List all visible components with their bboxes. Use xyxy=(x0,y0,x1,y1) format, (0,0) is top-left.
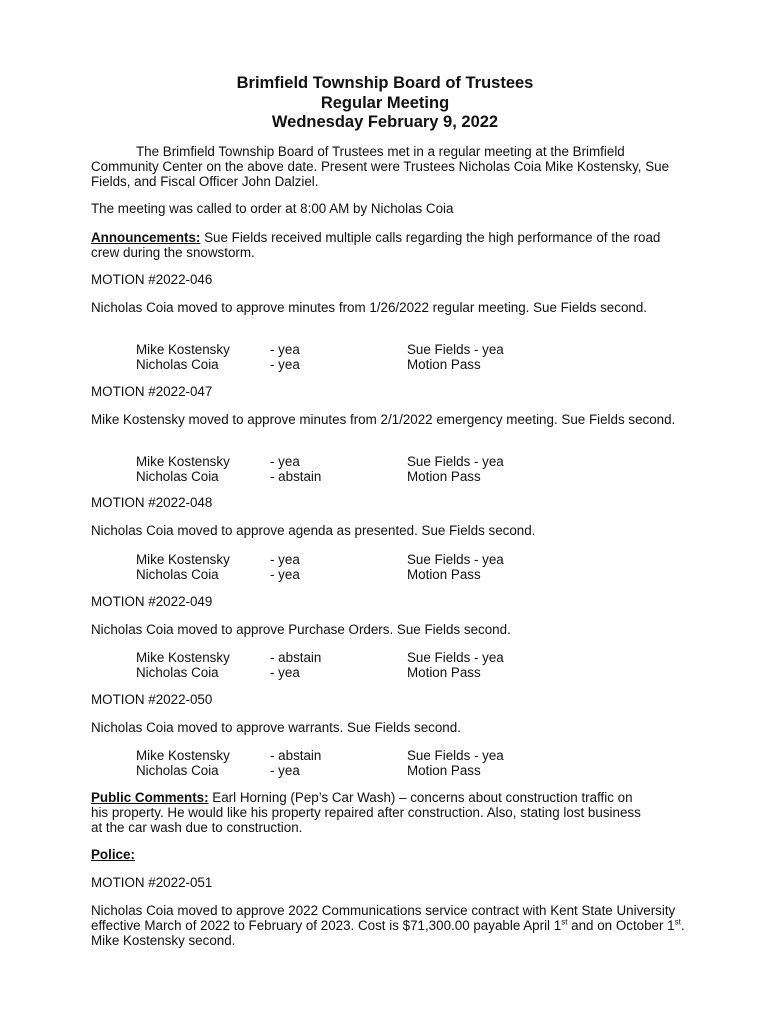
voter-name: Nicholas Coia xyxy=(136,664,219,680)
ordinal-suffix: st xyxy=(674,917,681,927)
vote-right-column: Motion Pass xyxy=(407,762,481,778)
intro-paragraph: The Brimfield Township Board of Trustees met in a regular meeting at the Brimfield Community Center on the above date. Present were Trustees Nicholas Coia Mike Kostensky, Sue Fields, and Fiscal Officer John Dalziel. xyxy=(91,144,670,189)
voter-name: Mike Kostensky xyxy=(136,552,230,567)
motion-text-part: Nicholas Coia moved to approve 2022 Communications service contract with Kent State University effective March of 2022 to February of 2023. Cost is $71,300.00 payable April 1 xyxy=(91,903,676,933)
vote-right-column: Motion Pass xyxy=(407,566,481,582)
vote-right-column: Motion Pass xyxy=(407,356,481,372)
motion-text: Nicholas Coia moved to approve minutes from 1/26/2022 regular meeting. Sue Fields second. xyxy=(91,300,648,315)
motion-number: MOTION #2022-049 xyxy=(91,594,213,609)
motion-text xyxy=(91,904,691,948)
vote-right-column: Motion Pass xyxy=(407,468,481,484)
vote-right-column: Sue Fields - yea xyxy=(407,650,504,665)
header-title: Brimfield Township Board of Trustees xyxy=(236,74,534,92)
vote-value: - yea xyxy=(270,762,300,778)
vote-value: - yea xyxy=(270,566,300,582)
motion-text: Nicholas Coia moved to approve Purchase Orders. Sue Fields second. xyxy=(91,622,511,637)
voter-name: Mike Kostensky xyxy=(136,748,230,763)
vote-value: - yea xyxy=(270,356,300,372)
voter-name: Nicholas Coia xyxy=(136,762,219,778)
motion-number: MOTION #2022-048 xyxy=(91,495,213,510)
voter-name: Nicholas Coia xyxy=(136,566,219,582)
vote-right-column: Sue Fields - yea xyxy=(407,748,504,763)
motion-text: Nicholas Coia moved to approve agenda as presented. Sue Fields second. xyxy=(91,523,536,538)
motion-text-part: and on October 1 xyxy=(567,917,675,933)
vote-right-column: Sue Fields - yea xyxy=(407,552,504,567)
vote-right-column: Sue Fields - yea xyxy=(407,342,504,357)
announcements-label: Announcements: xyxy=(91,230,201,245)
announcements-paragraph xyxy=(91,231,691,261)
vote-right-column: Sue Fields - yea xyxy=(407,454,504,469)
vote-value: - yea xyxy=(270,342,300,357)
motion-text: Mike Kostensky moved to approve minutes from 2/1/2022 emergency meeting. Sue Fields second. xyxy=(91,412,676,427)
motion-number: MOTION #2022-046 xyxy=(91,272,213,287)
motion-number: MOTION #2022-047 xyxy=(91,384,213,399)
document-header xyxy=(0,74,770,133)
vote-value: - abstain xyxy=(270,650,322,665)
voter-name: Nicholas Coia xyxy=(136,468,219,484)
vote-value: - yea xyxy=(270,664,300,680)
public-comments-text: Earl Horning (Pep’s Car Wash) – concerns about construction traffic on his property. He would like his property repaired after construction. Also, stating lost business at the car wash due to construction. xyxy=(91,790,641,835)
header-meeting-type: Regular Meeting xyxy=(320,93,450,112)
header-date: Wednesday February 9, 2022 xyxy=(271,113,499,131)
vote-value: - abstain xyxy=(270,468,322,484)
voter-name: Mike Kostensky xyxy=(136,342,230,357)
vote-right-column: Motion Pass xyxy=(407,664,481,680)
motion-number: MOTION #2022-050 xyxy=(91,692,213,707)
police-heading xyxy=(91,848,691,863)
motion-text: Nicholas Coia moved to approve warrants. Sue Fields second. xyxy=(91,720,461,735)
vote-value: - yea xyxy=(270,454,300,469)
police-label: Police: xyxy=(91,847,135,862)
public-comments-paragraph xyxy=(91,791,651,835)
announcements-text: Sue Fields received multiple calls regarding the high performance of the road crew during the snowstorm. xyxy=(91,230,661,260)
motion-text-part: . Mike Kostensky second. xyxy=(91,917,685,948)
voter-name: Mike Kostensky xyxy=(136,454,230,469)
motion-number: MOTION #2022-051 xyxy=(91,875,213,890)
ordinal-suffix: st xyxy=(561,917,568,927)
voter-name: Nicholas Coia xyxy=(136,356,219,372)
public-comments-label: Public Comments: xyxy=(91,790,209,805)
vote-value: - yea xyxy=(270,552,300,567)
voter-name: Mike Kostensky xyxy=(136,650,230,665)
call-to-order: The meeting was called to order at 8:00 AM by Nicholas Coia xyxy=(91,201,454,216)
vote-value: - abstain xyxy=(270,748,322,763)
